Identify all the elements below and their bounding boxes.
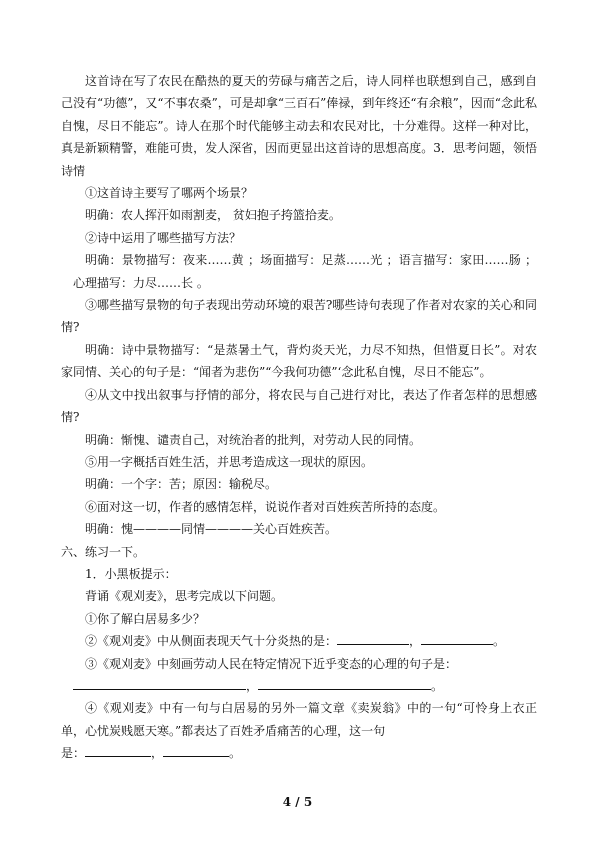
period: 。 [229,746,242,761]
answer-3: 明确：诗中景物描写：“是蒸暑土气，背灼炎天光，力尽不知热，但惜夏日长”。对农家同情、关心的句子是：“闻者为悲伤”“今我何功德”‘念此私自愧，尽日不能忘”。 [61,342,537,380]
exercise-task: 背诵《观刈麦》，思考完成以下问题。 [85,589,284,604]
answer-5: 明确：一个字：苦；原因：输税尽。 [85,477,278,492]
exercise-question-4-blanks [61,742,537,764]
answer-blank[interactable] [337,632,409,645]
answer-6: 明确：愧————同情————关心百姓疾苦。 [85,522,338,537]
exercise-item-1: 1．小黑板提示： [85,566,177,581]
question-5: ⑤用一字概括百姓生活，并思考造成这一现状的原因。 [85,454,374,469]
answer-1: 明确：农人挥汗如雨割麦， 贫妇抱子挎篮拾麦。 [85,208,341,223]
question-6: ⑥面对这一切，作者的感情怎样，说说作者对百姓疾苦所持的态度。 [85,499,446,514]
document-body [61,70,537,765]
exercise-question-4: ④《观刈麦》中有一句与白居易的另外一篇文章《卖炭翁》中的一句“可怜身上衣正单，心忧炭贱愿天寒。”都表达了百姓矛盾痛苦的心理，这一句 [61,701,537,738]
period: 。 [493,634,506,649]
comma: ， [409,634,422,649]
answer-blank[interactable] [421,632,493,645]
answer-4: 明确：惭愧、谴责自己，对统治者的批判，对劳动人民的同情。 [85,432,422,447]
question-1: ①这首诗主要写了哪两个场景？ [85,186,254,201]
answer-blank[interactable] [258,677,431,690]
analysis-paragraph: 这首诗在写了农民在酷热的夏天的劳碌与痛苦之后，诗人同样也联想到自己，感到自己没有“功德”，又“不事农桑”，可是却拿“三百石”俸禄，到年终还“有余粮”，因而“念此私自愧，尽日不能忘”。诗人在那个时代能够主动去和农民对比，十分难得。这样一种对比，真是新颖精警，难能可贵，发人深省，因而更显出这首诗的思想高度。3．思考问题，领悟诗情 [61,74,537,178]
question-3: ③哪些描写景物的句子表现出劳动环境的艰苦?哪些诗句表现了作者对农家的关心和同情? [61,298,537,335]
exercise-question-3-blanks [61,675,537,697]
question-2: ②诗中运用了哪些描写方法？ [85,230,242,245]
question-4: ④从文中找出叙事与抒情的部分，将农民与自己进行对比，表达了作者怎样的思想感情? [61,387,537,425]
answer-blank[interactable] [85,744,151,757]
answer-blank[interactable] [73,677,246,690]
comma: ， [151,746,164,761]
period: 。 [431,678,444,693]
answer-2: 明确：景物描写：夜来……黄 ；场面描写：足蒸……光 ；语言描写：家田……肠 ；心理描写：力尽……长 。 [73,253,537,290]
exercise-question-3: ③《观刈麦》中刻画劳动人民在特定情况下近乎变态的心理的句子是： [85,656,458,671]
exercise-question-4-lead: 是： [61,746,86,761]
exercise-question-2-text: ②《观刈麦》中从侧面表现天气十分炎热的是： [85,634,338,649]
answer-blank[interactable] [163,744,229,757]
comma: ， [246,678,259,693]
exercise-question-1: ①你了解白居易多少？ [85,611,206,626]
page-number: 4 / 5 [282,795,313,809]
section-heading: 六、练习一下。 [61,544,146,559]
exercise-question-2 [61,630,537,652]
